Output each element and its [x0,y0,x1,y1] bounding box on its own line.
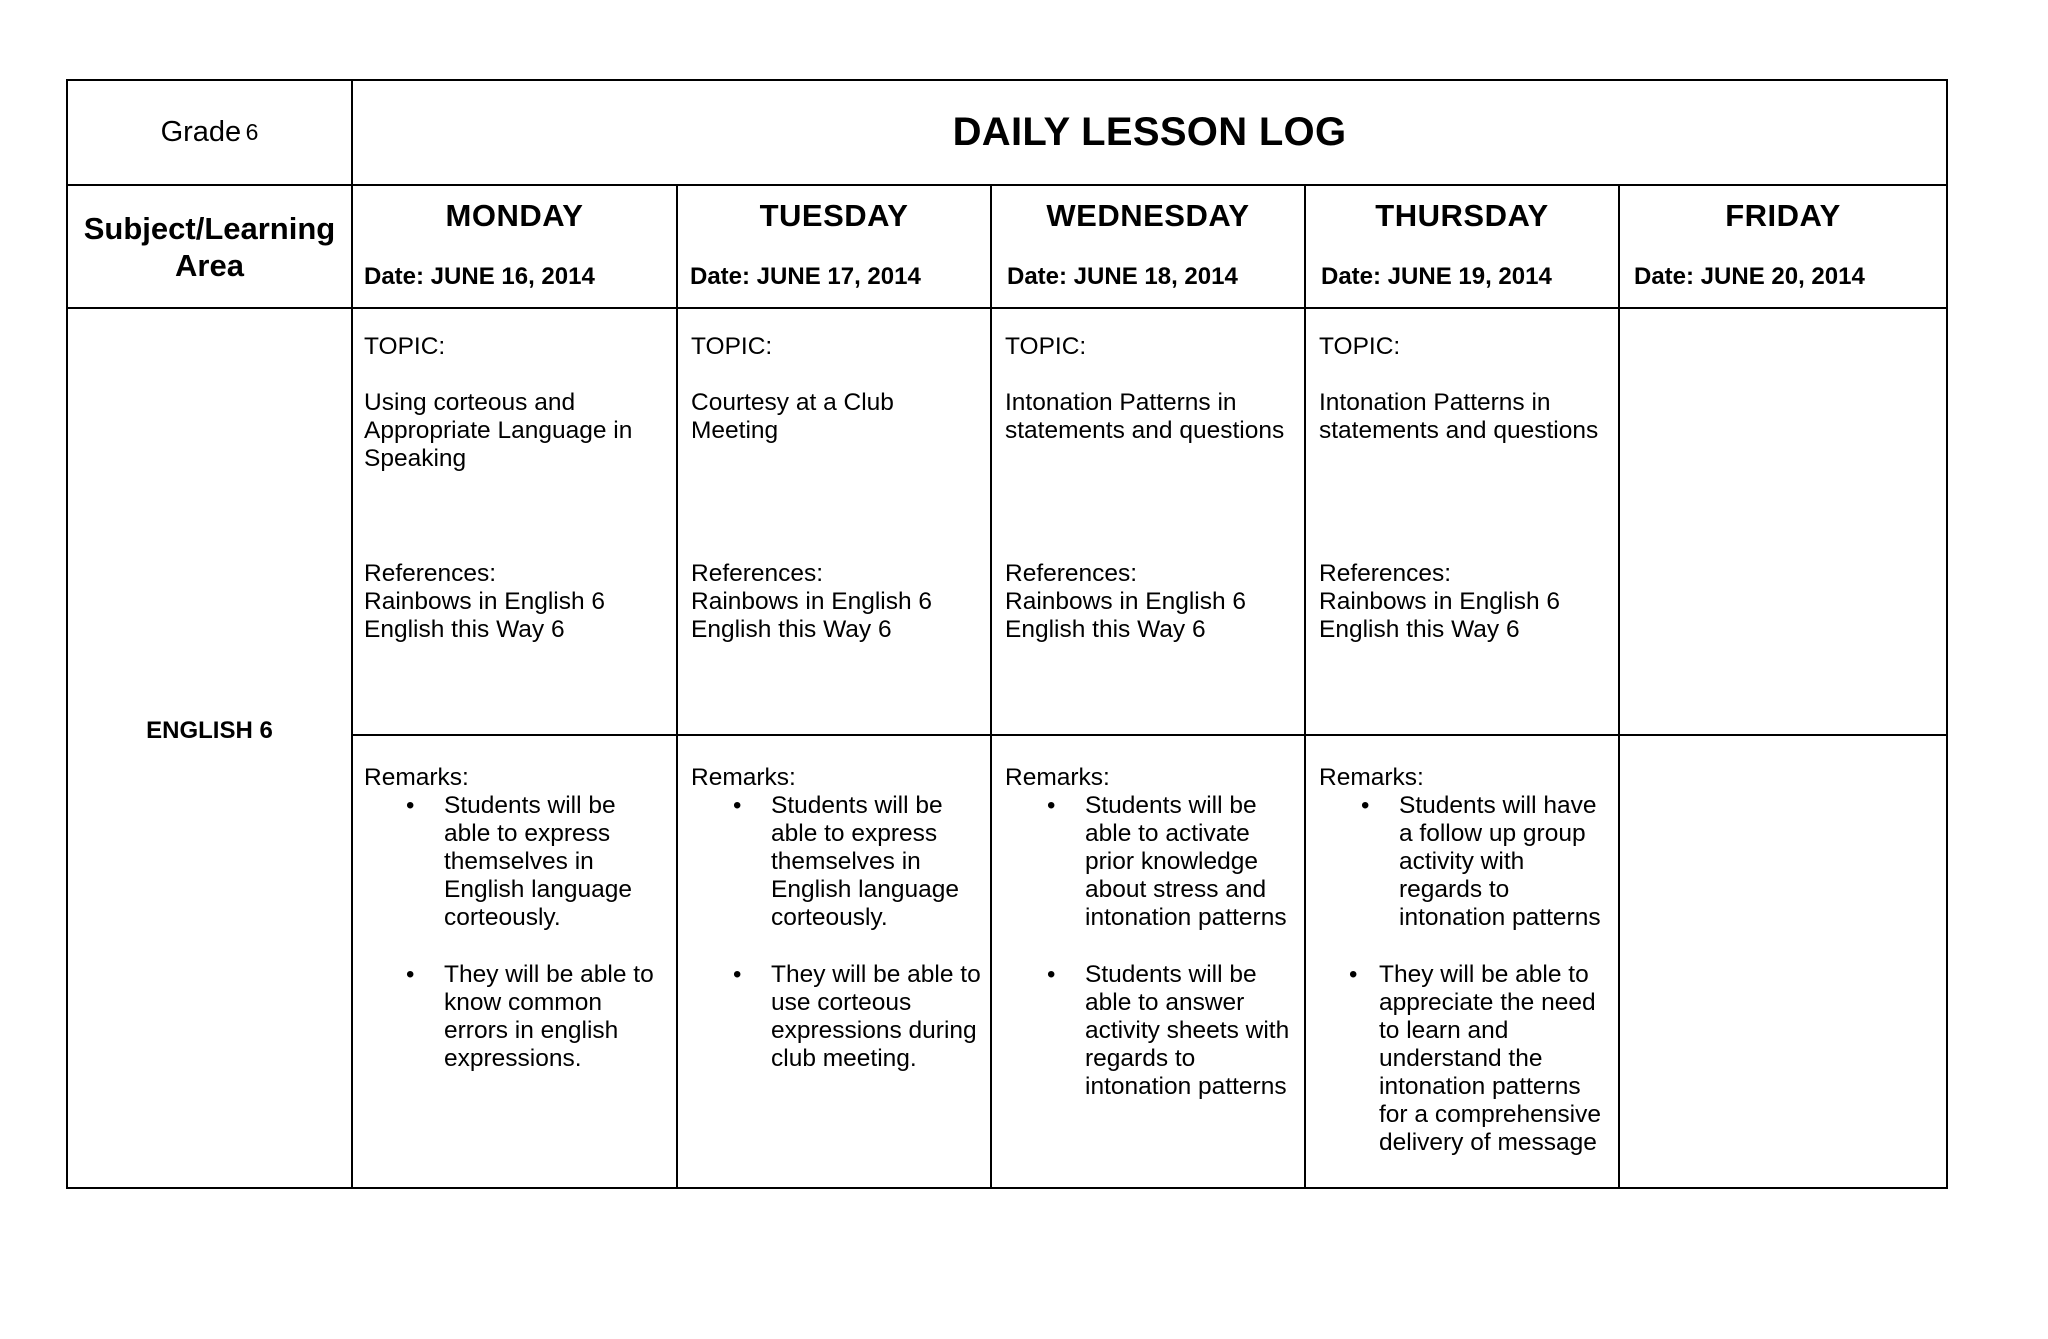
remarks-cell-tuesday [691,764,986,1073]
grade-cell [68,81,351,184]
topic-text: Intonation Patterns in statements and questions [1319,389,1599,444]
reference-item: English this Way 6 [691,616,892,643]
references-cell-thursday [1319,560,1614,644]
bullet-icon: • [1349,961,1358,988]
references-label: References: [691,560,824,587]
references-label: References: [1005,560,1138,587]
remarks-label: Remarks: [1319,764,1424,791]
topic-cell-tuesday [691,333,981,445]
remark-text: They will be able to appreciate the need to learn and understand the intonation patterns for a comprehensive delivery of message [1379,961,1601,1156]
reference-item: English this Way 6 [1005,616,1206,643]
table-border-right [1946,79,1948,1189]
bullet-icon: • [1047,792,1056,819]
table-border-bottom [66,1187,1948,1189]
col-divider-thursday [1618,184,1620,1189]
remark-item [406,961,669,1073]
day-date: Date: JUNE 19, 2014 [1321,263,1552,290]
reference-item: English this Way 6 [364,616,565,643]
remark-item [1361,792,1614,932]
references-cell-monday [364,560,664,644]
reference-item: Rainbows in English 6 [691,588,933,615]
remarks-list [691,792,986,1073]
grade-number: 6 [245,119,259,145]
topic-label: TOPIC: [691,333,773,360]
remark-text: Students will be able to express themselves in English language corteously. [771,792,959,931]
topic-label: TOPIC: [1005,333,1087,360]
topic-label: TOPIC: [1319,333,1401,360]
references-label: References: [1319,560,1452,587]
subject-cell [68,309,351,1187]
remark-text: Students will be able to activate prior knowledge about stress and intonation patterns [1085,792,1287,931]
bullet-icon: • [1047,961,1056,988]
day-date: Date: JUNE 20, 2014 [1634,263,1865,290]
remarks-label: Remarks: [1005,764,1110,791]
topic-cell-thursday [1319,333,1614,445]
reference-item: Rainbows in English 6 [1319,588,1561,615]
col-divider-tuesday [990,184,992,1189]
bullet-icon: • [406,961,415,988]
title-cell [353,81,1946,184]
row-divider-remarks [351,734,1948,736]
remark-text: Students will have a follow up group activity with regards to intonation patterns [1399,792,1601,931]
remarks-list [1319,792,1616,1157]
remarks-cell-monday [364,764,672,1073]
remark-item [1047,961,1297,1101]
topic-cell-monday [364,333,664,473]
bullet-icon: • [1361,792,1370,819]
bullet-icon: • [406,792,415,819]
day-name: WEDNESDAY [1046,198,1250,233]
day-header-thursday [1306,186,1618,307]
bullet-icon: • [733,792,742,819]
subject-header-cell [68,186,351,307]
day-name: THURSDAY [1375,198,1549,233]
subject-header: Subject/Learning Area [83,210,336,283]
topic-text: Using corteous and Appropriate Language in Speaking [364,389,633,472]
page-title: DAILY LESSON LOG [952,110,1347,154]
remark-text: Students will be able to answer activity sheets with regards to intonation patterns [1085,961,1290,1100]
remark-item [733,792,976,932]
remark-item [406,792,649,932]
day-header-wednesday [992,186,1304,307]
day-date: Date: JUNE 16, 2014 [364,263,595,290]
remark-text: They will be able to use corteous expressions during club meeting. [771,961,981,1072]
subject-name: ENGLISH 6 [146,717,273,744]
col-divider-monday [676,184,678,1189]
remarks-label: Remarks: [364,764,469,791]
day-date: Date: JUNE 17, 2014 [690,263,921,290]
references-cell-tuesday [691,560,981,644]
remark-text: They will be able to know common errors in english expressions. [444,961,654,1072]
remarks-list [364,792,672,1073]
reference-item: Rainbows in English 6 [1005,588,1247,615]
col-divider-wednesday [1304,184,1306,1189]
reference-item: Rainbows in English 6 [364,588,606,615]
day-header-tuesday [678,186,990,307]
day-header-friday [1620,186,1946,307]
remarks-cell-wednesday [1005,764,1302,1101]
grade-label: Grade [160,116,242,148]
topic-text: Courtesy at a Club Meeting [691,389,894,444]
day-name: MONDAY [445,198,584,233]
topic-text: Intonation Patterns in statements and questions [1005,389,1285,444]
day-name: TUESDAY [759,198,909,233]
remark-item [1349,961,1607,1157]
reference-item: English this Way 6 [1319,616,1520,643]
day-header-monday [353,186,676,307]
day-name: FRIDAY [1725,198,1841,233]
references-cell-wednesday [1005,560,1300,644]
topic-label: TOPIC: [364,333,446,360]
remarks-cell-thursday [1319,764,1616,1157]
bullet-icon: • [733,961,742,988]
remarks-list [1005,792,1302,1101]
references-label: References: [364,560,497,587]
remark-item [1047,792,1295,932]
remark-item [733,961,986,1073]
remark-text: Students will be able to express themselves in English language corteously. [444,792,632,931]
remarks-label: Remarks: [691,764,796,791]
topic-cell-wednesday [1005,333,1300,445]
day-date: Date: JUNE 18, 2014 [1007,263,1238,290]
